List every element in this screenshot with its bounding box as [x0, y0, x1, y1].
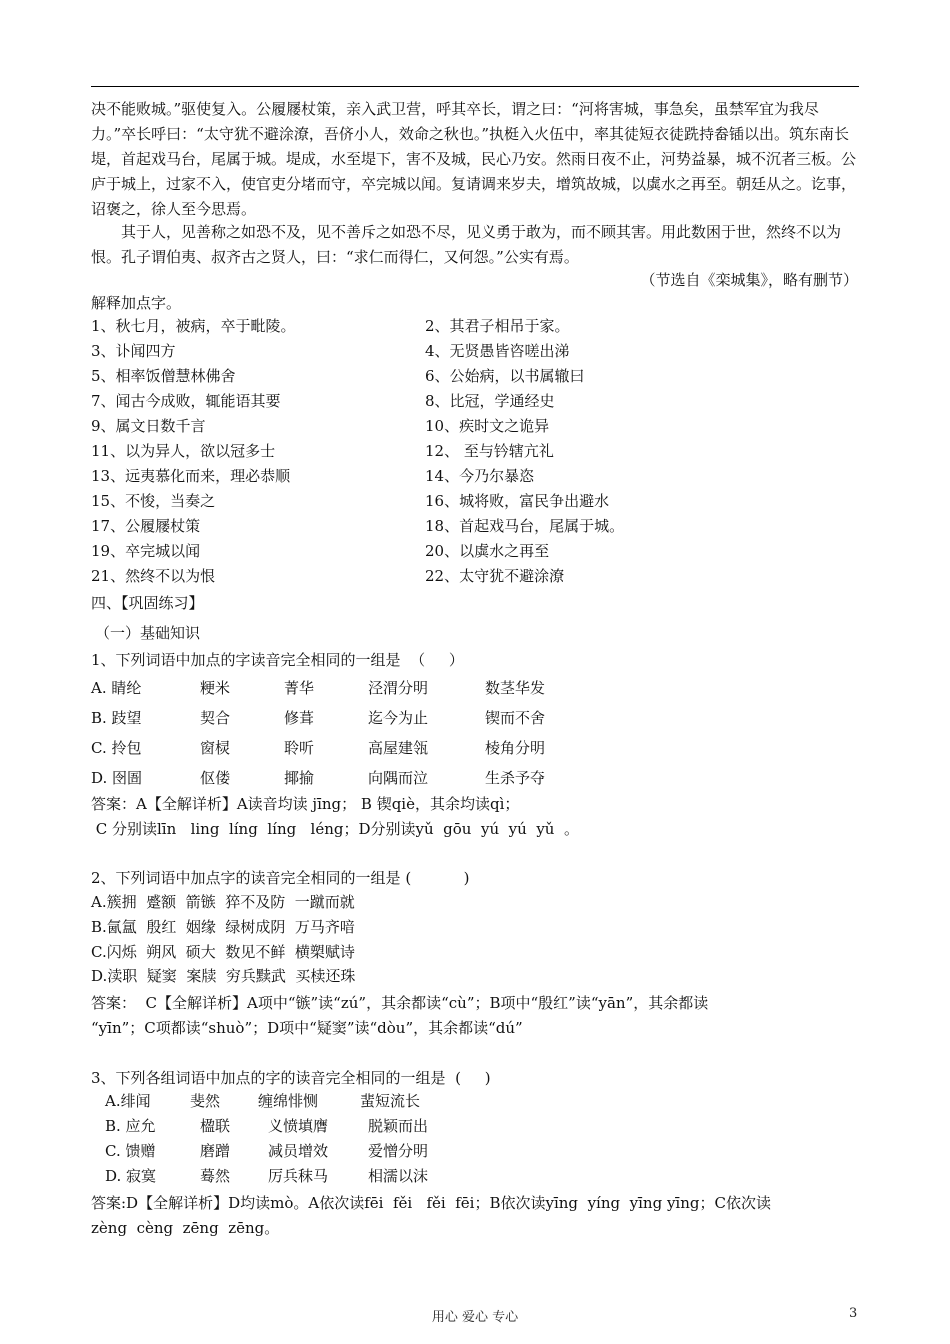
q1-option-b-4: 迄今为止 [368, 709, 429, 727]
q1-option-c-5: 棱角分明 [485, 739, 546, 757]
explain-item: 7、闻古今成败，辄能语其要 [91, 392, 281, 410]
passage-paragraph-2: 其于人，见善称之如恐不及，见不善斥之如恐不尽，见义勇于敢为，而不顾其害。用此数困于世，然终不以为恨。孔子谓伯夷、叔齐古之贤人，曰：“求仁而得仁，又何怨。”公实有焉。 [91, 223, 842, 266]
q3-option-c-4: 爱憎分明 [368, 1142, 429, 1160]
header-rule [91, 86, 859, 87]
q2-stem: 2、下列词语中加点字的读音完全相同的一组是 ( ) [91, 869, 470, 887]
q1-option-d-2: 伛偻 [200, 769, 231, 787]
q3-option-d-1: D. 寂寞 [105, 1167, 157, 1185]
explain-item: 21、然终不以为恨 [91, 567, 216, 585]
q1-answer-line-2: C 分别读līn ling líng líng léng；D分别读yǔ gōu yú yú yǔ 。 [91, 820, 579, 838]
passage-source: （节选自《栾城集》，略有删节） [640, 271, 858, 289]
q1-option-d-4: 向隅而泣 [368, 769, 429, 787]
q1-option-a-3: 菁华 [284, 679, 315, 697]
q3-option-a-4: 蜚短流长 [360, 1092, 421, 1110]
q3-option-b-1: B. 应允 [105, 1117, 156, 1135]
q1-answer-line-1: 答案：A【全解详析】A读音均读 jīng； B 锲qiè，其余均读qì； [91, 795, 520, 813]
q3-option-c-1: C. 馈赠 [105, 1142, 156, 1160]
q1-option-d-5: 生杀予夺 [485, 769, 546, 787]
explain-item: 13、远夷慕化而来，理必恭顺 [91, 467, 291, 485]
q2-answer-line-2: “yīn”；C项都读“shuò”；D项中“疑窦”读“dòu”，其余都读“dú” [91, 1019, 523, 1037]
explain-item: 15、不悛，当奏之 [91, 492, 216, 510]
explain-item: 3、讣闻四方 [91, 342, 176, 360]
q2-option-a: A.簇拥 蹙额 箭镞 猝不及防 一蹴而就 [91, 893, 355, 911]
q1-option-a-2: 粳米 [200, 679, 231, 697]
q3-option-d-2: 蓦然 [200, 1167, 231, 1185]
q3-option-b-3: 义愤填膺 [268, 1117, 329, 1135]
q1-option-a-1: A. 睛纶 [91, 679, 142, 697]
q2-option-b: B.氤氲 殷红 姻缘 绿树成阴 万马齐喑 [91, 918, 355, 936]
q1-option-d-1: D. 囹圄 [91, 769, 143, 787]
q1-option-b-3: 修葺 [284, 709, 315, 727]
q1-option-b-2: 契合 [200, 709, 231, 727]
q1-option-a-4: 泾渭分明 [368, 679, 429, 697]
q3-option-b-2: 楹联 [200, 1117, 231, 1135]
explain-item: 22、太守犹不避涂潦 [425, 567, 565, 585]
explain-item: 17、公履屦杖策 [91, 517, 201, 535]
explain-item: 6、公始病，以书属辙曰 [425, 367, 585, 385]
q1-option-b-1: B. 跂望 [91, 709, 142, 727]
explain-item: 14、今乃尔暴恣 [425, 467, 535, 485]
explain-item: 18、首起戏马台，尾属于城。 [425, 517, 625, 535]
q1-option-c-1: C. 拎包 [91, 739, 142, 757]
passage-paragraph-1: 决不能败城。”驱使复入。公履屦杖策，亲入武卫营，呼其卒长，谓之曰：“河将害城，事急矣，虽禁军宜为我尽力。”卒长呼曰：“太守犹不避涂潦，吾侪小人，效命之秋也。”执梃入火伍中，率其徒短衣徒跣持畚锸以出。筑东南长堤，首起戏马台，尾属于城。堤成，水至堤下，害不及城，民心乃安。然雨日夜不止，河势益暴，城不沉者三板。公庐于城上，过家不入，使官吏分堵而守，卒完城以闻。复请调来岁夫，增筑故城，以虡水之再至。朝廷从之。讫事，诏褒之，徐人至今思焉。 [91, 100, 857, 218]
page-footer-motto: 用心 爱心 专心 [431, 1310, 519, 1325]
explain-title: 解释加点字。 [91, 294, 182, 312]
explain-item: 9、属文日数千言 [91, 417, 206, 435]
q1-option-c-3: 聆听 [284, 739, 315, 757]
explain-item: 12、 至与钤辖亢礼 [425, 442, 554, 460]
explain-item: 4、无贤愚皆咨嗟出涕 [425, 342, 570, 360]
q1-option-c-4: 高屋建瓴 [368, 739, 429, 757]
q3-option-a-1: A.绯闻 [105, 1092, 151, 1110]
q2-option-d: D.渎职 疑窦 案牍 穷兵黩武 买椟还珠 [91, 967, 356, 985]
q1-option-a-5: 数茎华发 [485, 679, 546, 697]
explain-item: 20、以虡水之再至 [425, 542, 550, 560]
q1-option-b-5: 锲而不舍 [485, 709, 546, 727]
q3-option-d-3: 厉兵秣马 [268, 1167, 329, 1185]
explain-item: 19、卒完城以闻 [91, 542, 201, 560]
q3-option-c-2: 磨蹭 [200, 1142, 231, 1160]
explain-item: 5、相率饭僧慧林佛舍 [91, 367, 236, 385]
explain-item: 8、比冠，学通经史 [425, 392, 555, 410]
explain-item: 1、秋七月，被病，卒于毗陵。 [91, 317, 296, 335]
q3-option-b-4: 脱颖而出 [368, 1117, 429, 1135]
q3-option-d-4: 相濡以沫 [368, 1167, 429, 1185]
q1-option-d-3: 揶揄 [284, 769, 315, 787]
q2-option-c: C.闪烁 朔风 硕大 数见不鲜 横槊赋诗 [91, 943, 355, 961]
q2-answer-line-1: 答案： C【全解详析】A项中“镞”读“zú”，其余都读“cù”；B项中“殷红”读“yān”，其余都读 [91, 994, 709, 1012]
q3-answer-line-1: 答案:D【全解详析】D均读mò。A依次读fēi fěi fěi fēi；B依次读yīng yíng yīng yīng；C依次读 [91, 1194, 771, 1212]
q1-option-c-2: 窗棂 [200, 739, 231, 757]
explain-item: 11、以为异人，欲以冠多士 [91, 442, 276, 460]
section-4-subtitle: （一）基础知识 [95, 624, 201, 642]
page-number: 3 [849, 1306, 858, 1321]
q3-option-a-3: 缠绵悱恻 [258, 1092, 319, 1110]
section-4-title: 四、【巩固练习】 [91, 594, 204, 612]
q3-answer-line-2: zèng cèng zēng zēng。 [91, 1219, 280, 1237]
q1-stem: 1、下列词语中加点的字读音完全相同的一组是 （ ） [91, 651, 464, 669]
explain-item: 2、其君子相吊于家。 [425, 317, 570, 335]
q3-option-c-3: 减员增效 [268, 1142, 329, 1160]
explain-item: 10、疾时文之诡异 [425, 417, 550, 435]
q3-stem: 3、下列各组词语中加点的字的读音完全相同的一组是 ( ) [91, 1069, 491, 1087]
q3-option-a-2: 斐然 [190, 1092, 221, 1110]
explain-item: 16、城将败，富民争出避水 [425, 492, 610, 510]
